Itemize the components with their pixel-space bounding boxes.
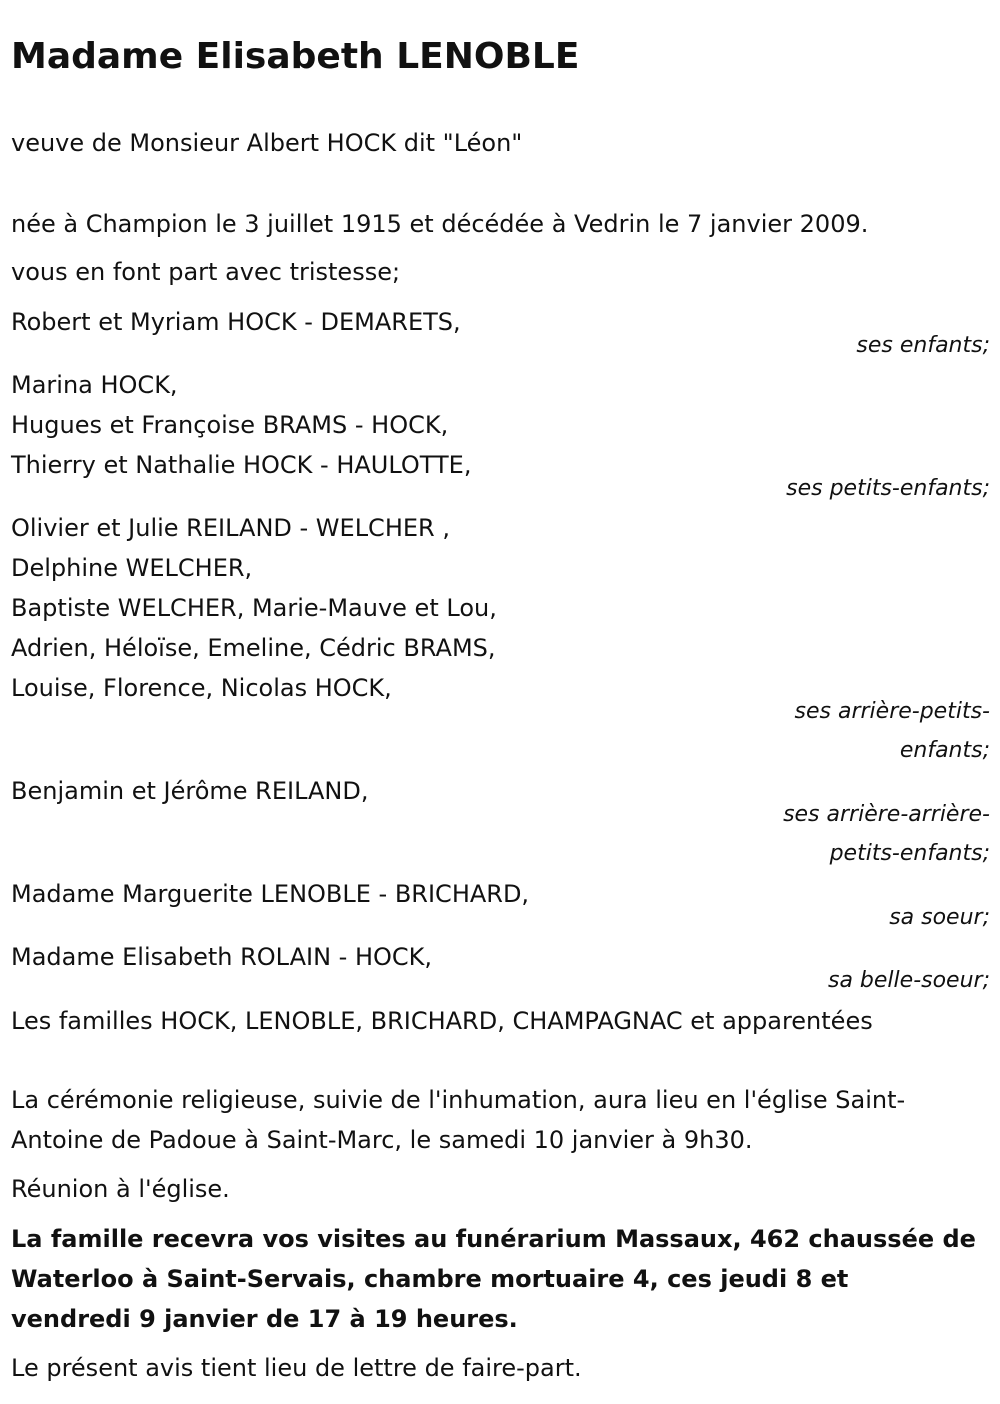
announce-line: vous en font part avec tristesse; xyxy=(11,258,401,286)
great-grandchild-name: Louise, Florence, Nicolas HOCK, xyxy=(11,674,392,702)
visits-line-2: Waterloo à Saint-Servais, chambre mortuaire 4, ces jeudi 8 et xyxy=(11,1265,849,1293)
great-grandchild-name: Baptiste WELCHER, Marie-Mauve et Lou, xyxy=(11,594,497,622)
great-grandchildren-role-line1: ses arrière-petits- xyxy=(794,699,990,724)
sister-in-law-role: sa belle-soeur; xyxy=(828,968,990,993)
great-grandchild-name: Olivier et Julie REILAND - WELCHER , xyxy=(11,514,450,542)
closing-line: Le présent avis tient lieu de lettre de faire-part. xyxy=(11,1354,582,1382)
great-grandchild-name: Delphine WELCHER, xyxy=(11,554,253,582)
meeting-line: Réunion à l'église. xyxy=(11,1175,230,1203)
children-role: ses enfants; xyxy=(856,333,990,358)
grandchildren-role: ses petits-enfants; xyxy=(786,476,990,501)
great-grandchild-name: Adrien, Héloïse, Emeline, Cédric BRAMS, xyxy=(11,634,496,662)
sister-role: sa soeur; xyxy=(889,905,990,930)
grandchild-name: Hugues et Françoise BRAMS - HOCK, xyxy=(11,411,449,439)
grandchild-name: Thierry et Nathalie HOCK - HAULOTTE, xyxy=(11,451,472,479)
ceremony-line-2: Antoine de Padoue à Saint-Marc, le samedi 10 janvier à 9h30. xyxy=(11,1126,753,1154)
great-great-grandchildren-role-line1: ses arrière-arrière- xyxy=(783,802,990,827)
grandchild-name: Marina HOCK, xyxy=(11,371,178,399)
widow-of-line: veuve de Monsieur Albert HOCK dit "Léon" xyxy=(11,129,523,157)
great-grandchildren-role-line2: enfants; xyxy=(899,738,990,763)
sister-name: Madame Marguerite LENOBLE - BRICHARD, xyxy=(11,880,530,908)
birth-death-line: née à Champion le 3 juillet 1915 et décédée à Vedrin le 7 janvier 2009. xyxy=(11,210,869,238)
visits-line-3: vendredi 9 janvier de 17 à 19 heures. xyxy=(11,1305,518,1333)
great-great-grandchild-name: Benjamin et Jérôme REILAND, xyxy=(11,777,369,805)
families-line: Les familles HOCK, LENOBLE, BRICHARD, CHAMPAGNAC et apparentées xyxy=(11,1007,873,1035)
visits-line-1: La famille recevra vos visites au funérarium Massaux, 462 chaussée de xyxy=(11,1225,976,1253)
ceremony-line-1: La cérémonie religieuse, suivie de l'inhumation, aura lieu en l'église Saint- xyxy=(11,1086,906,1114)
sister-in-law-name: Madame Elisabeth ROLAIN - HOCK, xyxy=(11,943,433,971)
great-great-grandchildren-role-line2: petits-enfants; xyxy=(829,841,990,866)
deceased-name-title: Madame Elisabeth LENOBLE xyxy=(11,36,580,77)
children-name: Robert et Myriam HOCK - DEMARETS, xyxy=(11,308,461,336)
